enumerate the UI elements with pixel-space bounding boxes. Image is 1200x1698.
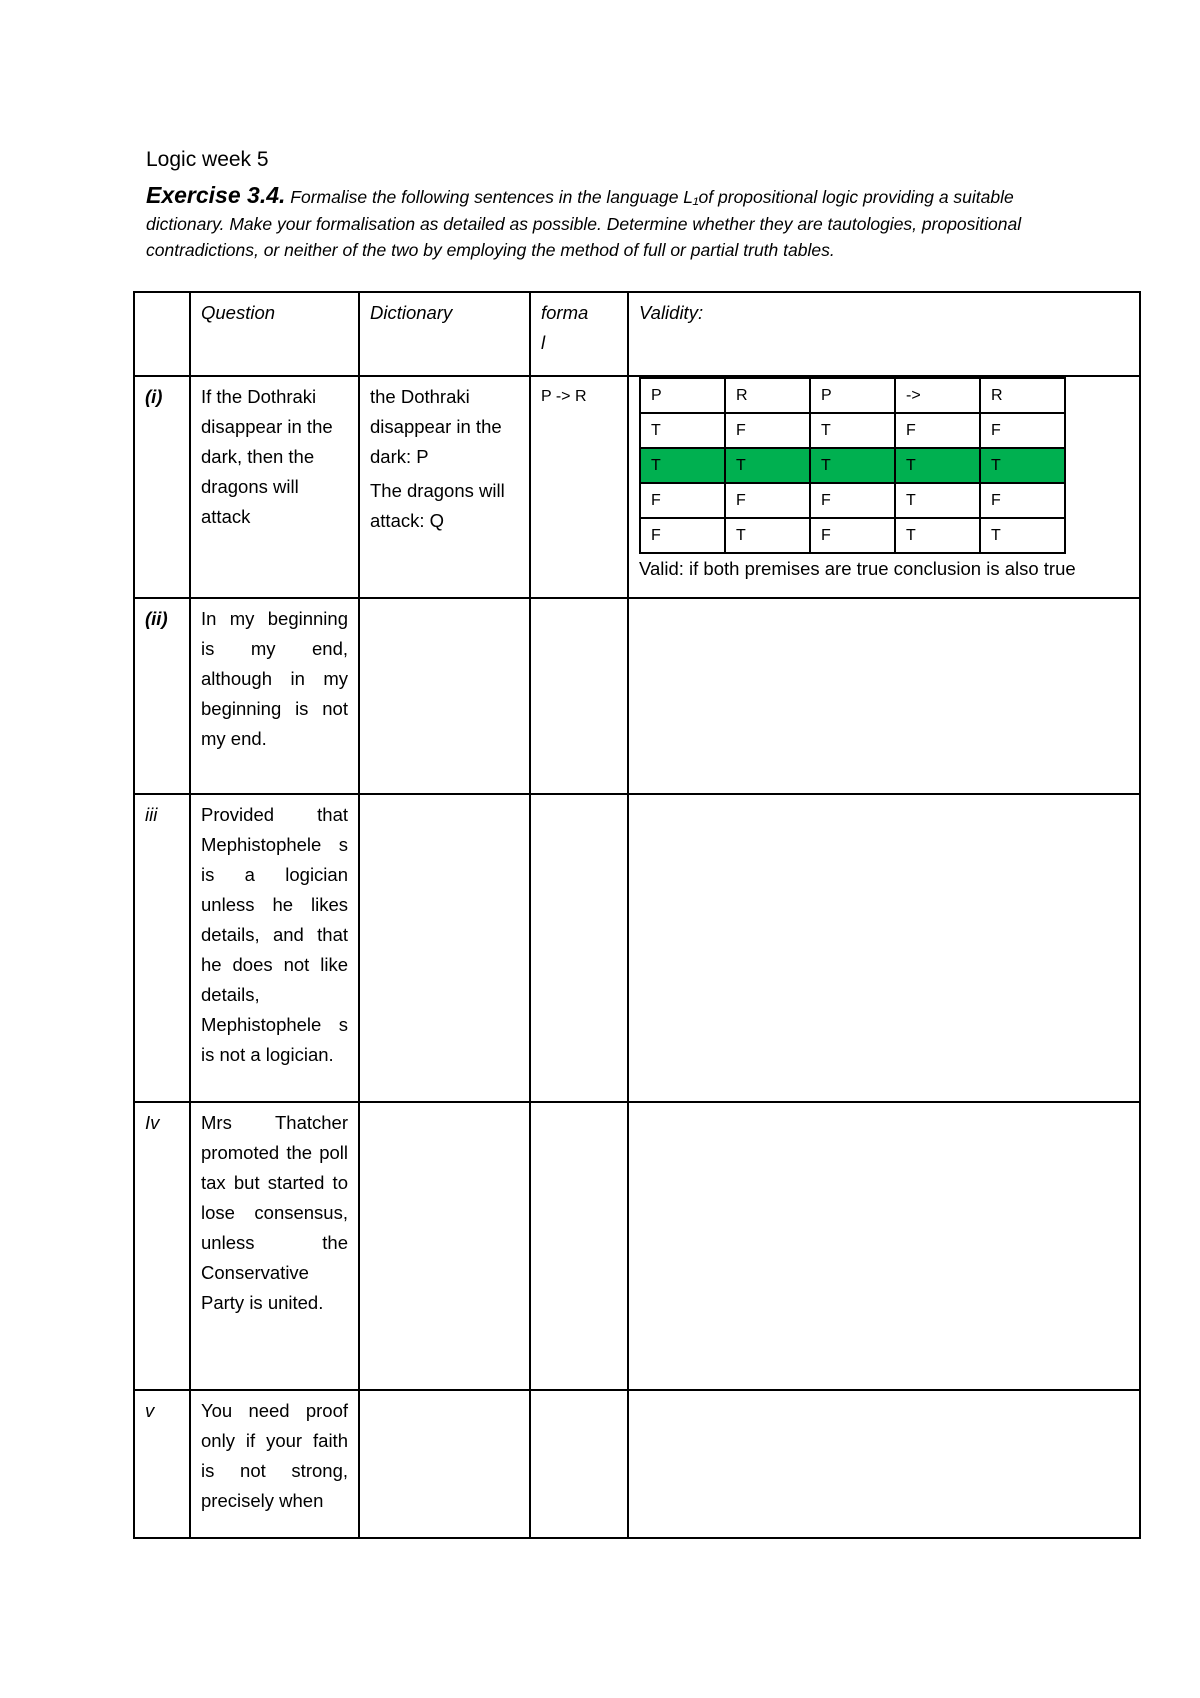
document-title: Logic week 5 bbox=[146, 148, 269, 171]
row-question: If the Dothraki disappear in the dark, then the dragons will attack bbox=[190, 376, 359, 598]
exercise-instructions bbox=[146, 182, 1081, 264]
truth-table-row bbox=[640, 483, 1065, 518]
header-formal bbox=[530, 292, 628, 376]
table-row bbox=[134, 794, 1140, 1102]
header-number bbox=[134, 292, 190, 376]
row-validity bbox=[628, 794, 1140, 1102]
truth-cell: T bbox=[895, 483, 980, 518]
row-number: iii bbox=[134, 794, 190, 1102]
truth-cell: R bbox=[725, 378, 810, 413]
dictionary-entry: The dragons will attack: Q bbox=[370, 480, 505, 531]
row-dictionary bbox=[359, 1102, 530, 1390]
truth-table bbox=[639, 377, 1066, 554]
row-dictionary bbox=[359, 1390, 530, 1538]
row-formal bbox=[530, 1102, 628, 1390]
table-row bbox=[134, 1390, 1140, 1538]
truth-table-row bbox=[640, 518, 1065, 553]
row-validity bbox=[628, 1390, 1140, 1538]
row-formal: P -> R bbox=[530, 376, 628, 598]
header-formal-line1: forma bbox=[541, 302, 589, 323]
row-dictionary bbox=[359, 794, 530, 1102]
exercise-number: Exercise 3.4. bbox=[146, 182, 286, 208]
truth-cell: P bbox=[810, 378, 895, 413]
truth-cell: P bbox=[640, 378, 725, 413]
truth-cell: T bbox=[640, 448, 725, 483]
truth-cell: -> bbox=[895, 378, 980, 413]
table-row bbox=[134, 376, 1140, 598]
truth-cell: T bbox=[895, 518, 980, 553]
row-number: Iv bbox=[134, 1102, 190, 1390]
row-validity bbox=[628, 1102, 1140, 1390]
truth-cell: F bbox=[980, 413, 1065, 448]
truth-cell: T bbox=[640, 413, 725, 448]
truth-cell: T bbox=[810, 413, 895, 448]
table-header-row bbox=[134, 292, 1140, 376]
header-question: Question bbox=[190, 292, 359, 376]
row-dictionary bbox=[359, 598, 530, 794]
validity-note: Valid: if both premises are true conclusion is also true bbox=[639, 558, 1076, 579]
row-question: Provided that Mephistophele s is a logician unless he likes details, and that he does not like details, Mephistophele s is not a logician. bbox=[190, 794, 359, 1102]
truth-cell: T bbox=[725, 518, 810, 553]
row-question: You need proof only if your faith is not strong, precisely when bbox=[190, 1390, 359, 1538]
truth-cell: F bbox=[895, 413, 980, 448]
table-row bbox=[134, 1102, 1140, 1390]
truth-cell: F bbox=[640, 483, 725, 518]
header-validity: Validity: bbox=[628, 292, 1140, 376]
truth-table-row bbox=[640, 413, 1065, 448]
row-number: v bbox=[134, 1390, 190, 1538]
row-number: (i) bbox=[134, 376, 190, 598]
truth-cell: F bbox=[725, 413, 810, 448]
truth-table-row-highlighted bbox=[640, 448, 1065, 483]
truth-cell: F bbox=[810, 518, 895, 553]
row-formal bbox=[530, 794, 628, 1102]
row-validity bbox=[628, 598, 1140, 794]
row-formal bbox=[530, 598, 628, 794]
truth-cell: F bbox=[640, 518, 725, 553]
row-formal bbox=[530, 1390, 628, 1538]
truth-cell: T bbox=[725, 448, 810, 483]
exercise-text: Formalise the following sentences in the language L₁of propositional logic providing a suitable dictionary. Make your formalisation as detailed as possible. Determine whether they are tautologies, propositional contradictions, or neither of the two by employing the method of full or partial truth tables. bbox=[146, 187, 1022, 260]
row-validity bbox=[628, 376, 1140, 598]
truth-table-header bbox=[640, 378, 1065, 413]
truth-cell: R bbox=[980, 378, 1065, 413]
truth-cell: T bbox=[810, 448, 895, 483]
row-question: Mrs Thatcher promoted the poll tax but started to lose consensus, unless the Conservative Party is united. bbox=[190, 1102, 359, 1390]
header-formal-line2: l bbox=[541, 332, 546, 353]
truth-cell: T bbox=[980, 448, 1065, 483]
table-row bbox=[134, 598, 1140, 794]
row-dictionary bbox=[359, 376, 530, 598]
row-number: (ii) bbox=[134, 598, 190, 794]
row-question: In my beginning is my end, although in my beginning is not my end. bbox=[190, 598, 359, 794]
truth-cell: T bbox=[980, 518, 1065, 553]
dictionary-entry: the Dothraki disappear in the dark: P bbox=[370, 386, 502, 467]
truth-cell: F bbox=[810, 483, 895, 518]
truth-cell: F bbox=[980, 483, 1065, 518]
header-dictionary: Dictionary bbox=[359, 292, 530, 376]
exercise-table bbox=[133, 291, 1141, 1539]
truth-cell: T bbox=[895, 448, 980, 483]
truth-cell: F bbox=[725, 483, 810, 518]
